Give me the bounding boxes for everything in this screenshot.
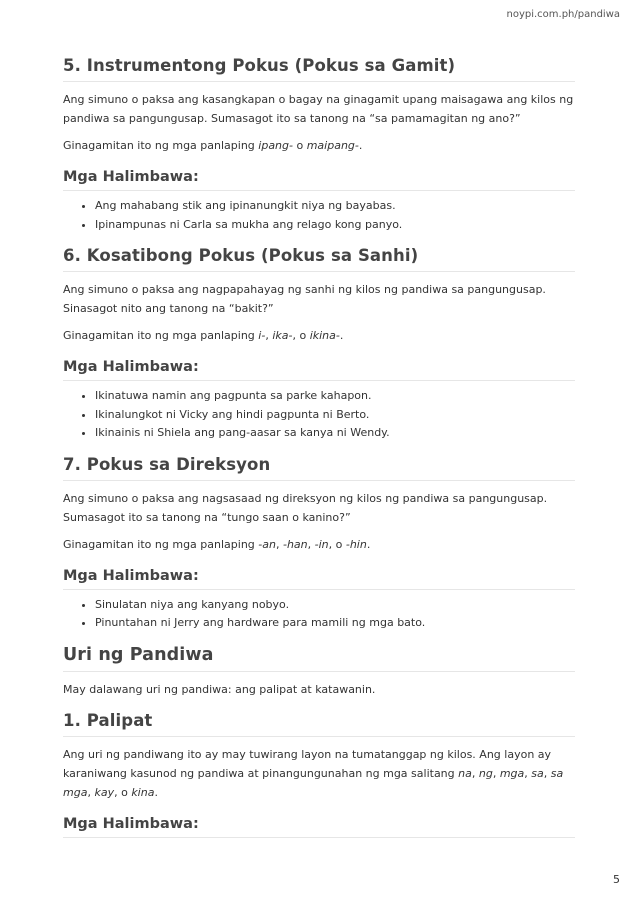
examples-heading: Mga Halimbawa: xyxy=(63,169,575,191)
affix: -in xyxy=(314,537,329,551)
section-title: Uri ng Pandiwa xyxy=(63,645,575,672)
section-instrumentong-pokus xyxy=(63,56,575,234)
affix: ika- xyxy=(272,329,293,342)
list-item: • Ikinatuwa namin ang pagpunta sa parke kahapon. xyxy=(95,387,575,406)
section-title: 1. Palipat xyxy=(63,711,575,737)
affix-note: Ginagamitan ito ng mga panlaping -an, -han, -in, o -hin. xyxy=(63,537,371,551)
examples-heading: Mga Halimbawa: xyxy=(63,359,575,381)
list-item: • Ipinampunas ni Carla sa mukha ang relago kong panyo. xyxy=(95,216,575,235)
affix: ikina- xyxy=(309,329,340,342)
list-item: • Ang mahabang stik ang ipinanungkit niya ng bayabas. xyxy=(95,197,575,216)
section-uri-ng-pandiwa xyxy=(63,645,575,699)
affix: -hin xyxy=(345,537,367,551)
affix: -an xyxy=(258,537,276,551)
examples-heading: Mga Halimbawa: xyxy=(63,568,575,590)
affix-note: Ginagamitan ito ng mga panlaping i-, ika-, o ikina-. xyxy=(63,329,344,342)
source-url: noypi.com.ph/pandiwa xyxy=(506,9,620,20)
section-pokus-sa-direksyon xyxy=(63,455,575,633)
section-description: Ang uri ng pandiwang ito ay may tuwirang layon na tumatanggap ng kilos. Ang layon ay karaniwang kasunod ng pandiwa at pinangungunahan ng mga salitang na, ng, mga, sa, sa mga, kay, o kina. xyxy=(63,747,564,799)
section-title: 7. Pokus sa Direksyon xyxy=(63,455,575,481)
examples-heading: Mga Halimbawa: xyxy=(63,816,575,838)
examples-list xyxy=(63,387,575,443)
section-description: Ang simuno o paksa ang nagsasaad ng direksyon ng kilos ng pandiwa sa pangungusap. Sumasagot ito sa tanong na “tungo saan o kanino?” xyxy=(63,491,548,524)
section-description: May dalawang uri ng pandiwa: ang palipat at katawanin. xyxy=(63,682,376,696)
list-item: • Pinuntahan ni Jerry ang hardware para mamili ng mga bato. xyxy=(95,614,575,633)
page-number: 5 xyxy=(613,873,620,886)
affix-note: Ginagamitan ito ng mga panlaping ipang- o maipang-. xyxy=(63,139,363,152)
affix: maipang- xyxy=(306,139,359,152)
document-body xyxy=(63,56,575,850)
examples-list xyxy=(63,197,575,234)
list-item: • Sinulatan niya ang kanyang nobyo. xyxy=(95,596,575,615)
affix: i- xyxy=(258,329,266,342)
affix: ipang- xyxy=(258,139,293,152)
list-item: • Ikinalungkot ni Vicky ang hindi pagpunta ni Berto. xyxy=(95,406,575,425)
section-title: 6. Kosatibong Pokus (Pokus sa Sanhi) xyxy=(63,246,575,272)
section-kosatibong-pokus xyxy=(63,246,575,443)
section-palipat xyxy=(63,711,575,838)
affix: -han xyxy=(282,537,308,551)
section-description: Ang simuno o paksa ang kasangkapan o bagay na ginagamit upang maisagawa ang kilos ng pandiwa sa pangungusap. Sumasagot ito sa tanong na “sa pamamagitan ng ano?” xyxy=(63,93,574,125)
section-description: Ang simuno o paksa ang nagpapahayag ng sanhi ng kilos ng pandiwa sa pangungusap. Sinasagot nito ang tanong na “bakit?” xyxy=(63,283,546,315)
section-title: 5. Instrumentong Pokus (Pokus sa Gamit) xyxy=(63,56,575,82)
examples-list xyxy=(63,596,575,633)
list-item: • Ikinainis ni Shiela ang pang-aasar sa kanya ni Wendy. xyxy=(95,424,575,443)
